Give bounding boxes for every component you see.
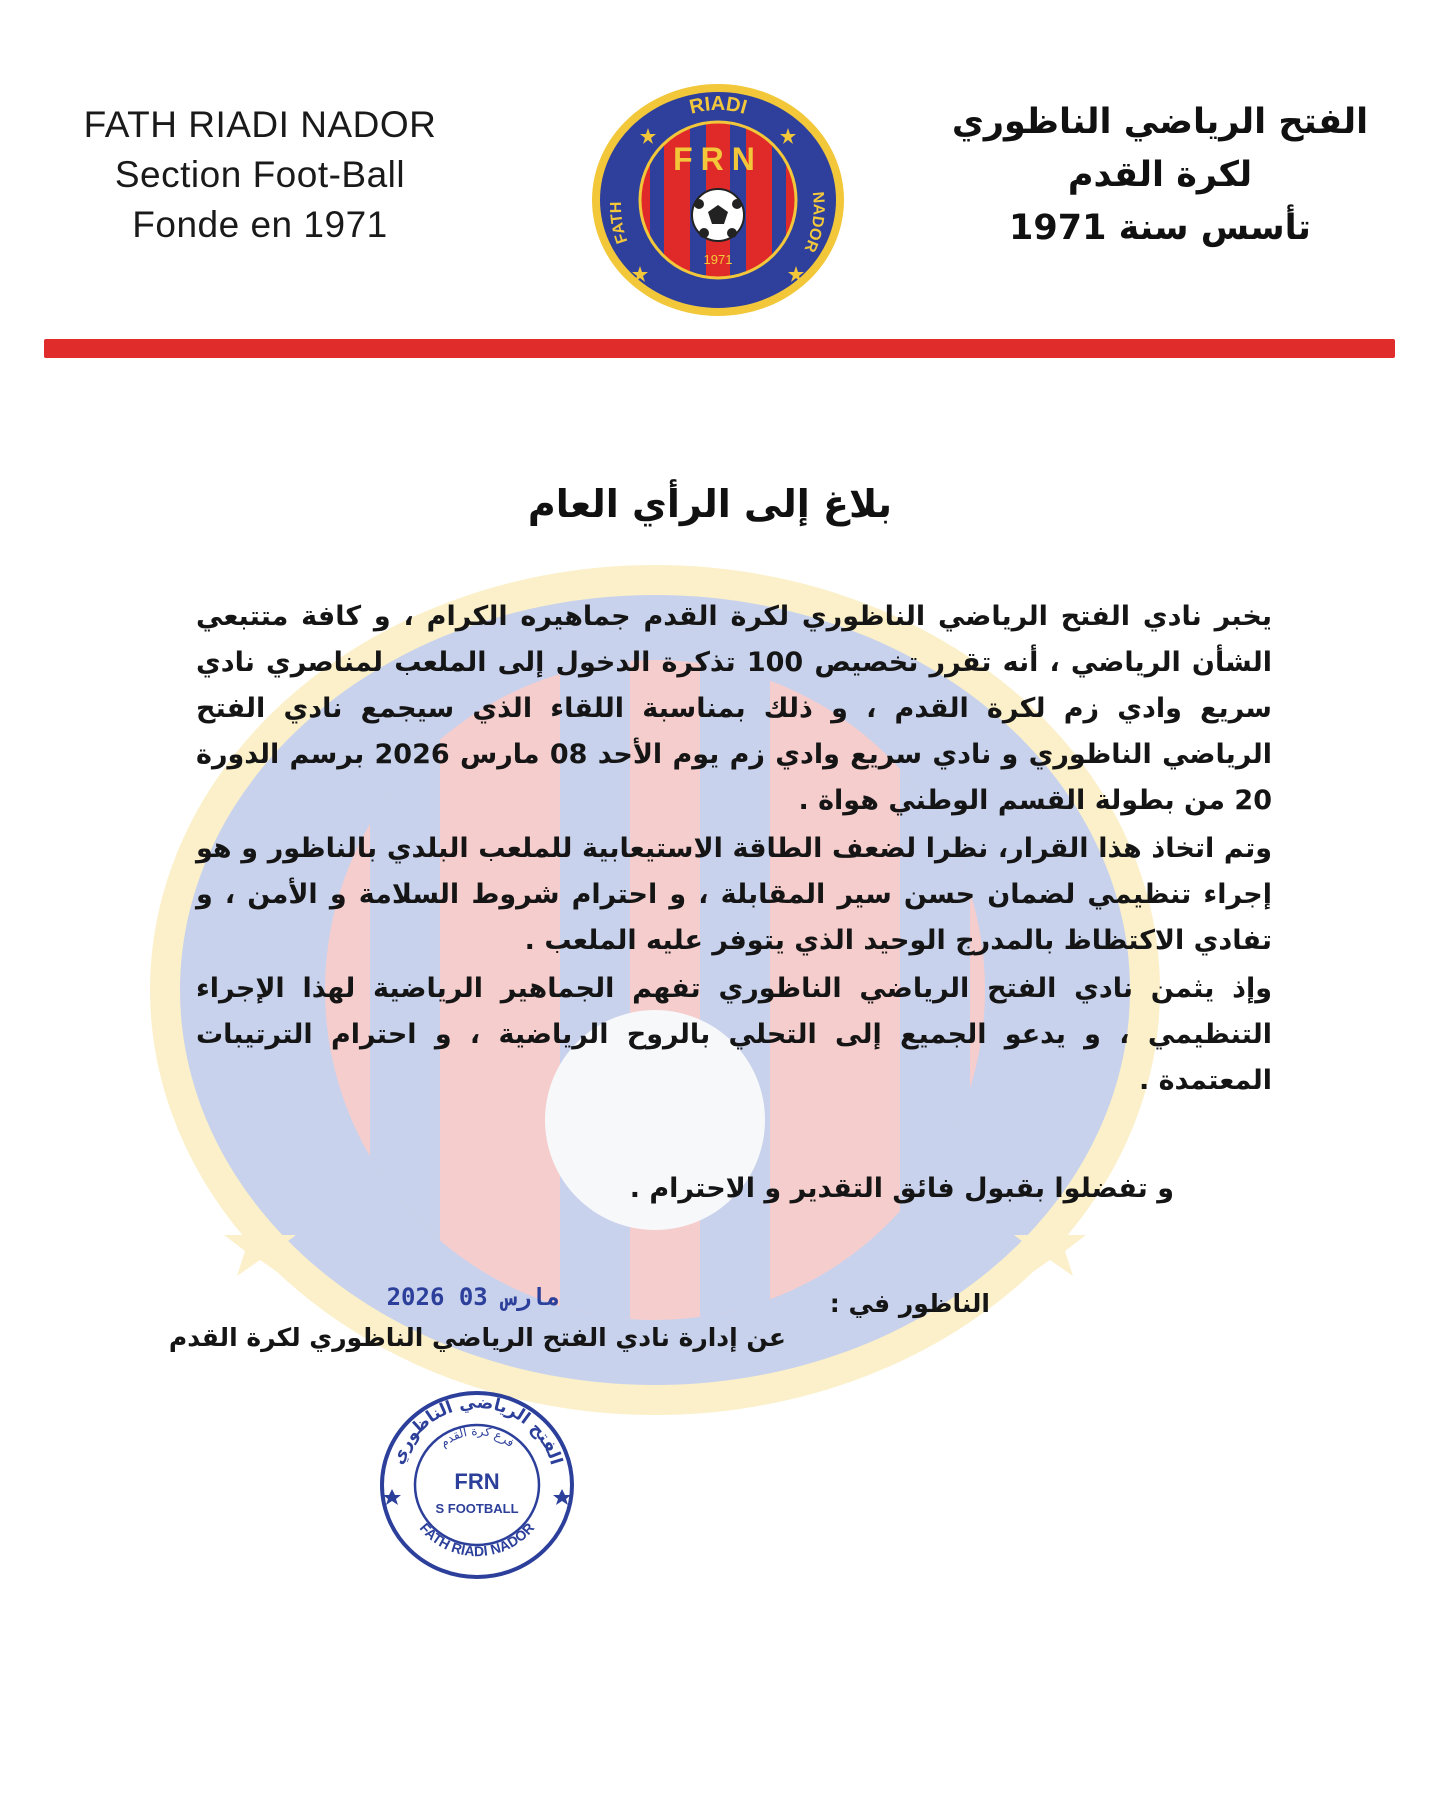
document-body: [196, 594, 1272, 1104]
body-paragraph-2: وتم اتخاذ هذا القرار، نظرا لضعف الطاقة الاستيعابية للملعب البلدي بالناظور و هو إجراء تنظيمي لضمان حسن سير المقابلة ، و احترام شروط السلامة و الأمن ، و تفادي الاكتظاظ بالمدرج الوحيد الذي يتوفر عليه الملعب .: [196, 833, 1272, 956]
body-paragraph-3: وإذ يثمن نادي الفتح الرياضي الناظوري تفهم الجماهير الرياضية لهذا الإجراء التنظيمي ، و يدعو الجميع إلى التحلي بالروح الرياضية ، و احترام الترتيبات المعتمدة .: [196, 973, 1272, 1096]
header-french: [70, 100, 450, 250]
logo-top-text: RIADI: [687, 93, 750, 119]
stamp-inner-text: فرع كرة القدم: [436, 1423, 518, 1450]
logo-year: 1971: [703, 252, 733, 267]
header-arabic: [930, 96, 1390, 255]
stamp-center-text: FRN: [454, 1469, 500, 1494]
header-fr-club-name: FATH RIADI NADOR: [83, 104, 437, 145]
soccer-ball-icon: [692, 189, 744, 241]
stamp-section-text: S FOOTBALL: [435, 1501, 519, 1516]
logo-right-text: NADOR: [800, 190, 827, 255]
stamp-outer-text: الفتح الرياضي الناظوري: [388, 1392, 566, 1468]
signature-line: عن إدارة نادي الفتح الرياضي الناظوري لكرة القدم: [168, 1323, 786, 1352]
header-ar-club-name: الفتح الرياضي الناظوري: [951, 102, 1369, 142]
club-stamp: [372, 1385, 582, 1585]
header-ar-founded: تأسس سنة 1971: [1009, 208, 1311, 248]
place-date-line: [260, 1283, 1000, 1327]
header-divider: [44, 339, 1395, 358]
club-logo: [578, 80, 858, 320]
logo-left-text: FATH: [607, 201, 632, 246]
header-fr-section: Section Foot-Ball: [114, 154, 406, 195]
place-label: الناظور في :: [829, 1289, 990, 1318]
date-stamp: 2026 مارس 03: [386, 1283, 560, 1311]
header-fr-founded: Fonde en 1971: [132, 204, 388, 245]
logo-center-text: FRN: [673, 141, 763, 177]
stamp-bottom-text: FATH RIADI NADOR: [416, 1519, 538, 1560]
header-ar-section: لكرة القدم: [1067, 155, 1253, 195]
body-paragraph-1: يخبر نادي الفتح الرياضي الناظوري لكرة القدم جماهيره الكرام ، و كافة متتبعي الشأن الرياضي ، أنه تقرر تخصيص 100 تذكرة الدخول إلى الملعب لمناصري نادي سريع وادي زم لكرة القدم ، و ذلك بمناسبة اللقاء الذي سيجمع نادي الفتح الرياضي الناظوري و نادي سريع وادي زم يوم الأحد 08 مارس 2026 برسم الدورة 20 من بطولة القسم الوطني هواة .: [196, 601, 1272, 816]
closing-line: و تفضلوا بقبول فائق التقدير و الاحترام .: [629, 1173, 1174, 1204]
document-title: بلاغ إلى الرأي العام: [527, 482, 893, 526]
